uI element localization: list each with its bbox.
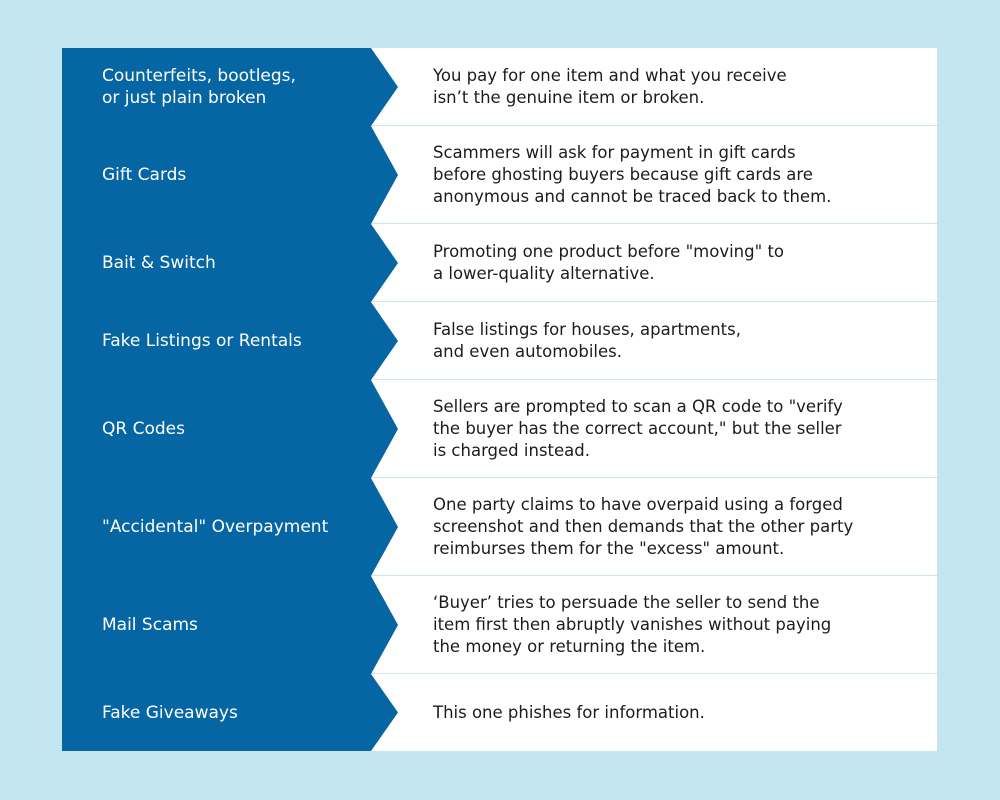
- row-description: False listings for houses, apartments, and even automobiles.: [433, 320, 741, 361]
- row-label: Fake Giveaways: [102, 702, 238, 723]
- row-label: Bait & Switch: [102, 253, 216, 273]
- scam-table: [62, 48, 937, 751]
- row-description: One party claims to have overpaid using a forged screenshot and then demands that the other party reimburses them for the "excess" amount.: [433, 495, 854, 558]
- row-label: Counterfeits, bootlegs, or just plain broken: [102, 66, 296, 108]
- table-row: [62, 674, 937, 751]
- table-row: [62, 576, 937, 674]
- row-description: You pay for one item and what you receive isn’t the genuine item or broken.: [433, 66, 787, 107]
- table-row: [62, 302, 937, 380]
- row-description: This one phishes for information.: [433, 702, 705, 722]
- table-row: [62, 478, 937, 576]
- row-label: QR Codes: [102, 419, 185, 439]
- table-row: [62, 48, 937, 126]
- row-label: Gift Cards: [102, 165, 187, 185]
- table-row: [62, 380, 937, 478]
- table-row: [62, 126, 937, 224]
- row-label: Mail Scams: [102, 615, 198, 635]
- row-description: Sellers are prompted to scan a QR code to "verify the buyer has the correct account," but the seller is charged instead.: [433, 397, 843, 460]
- row-description: ‘Buyer’ tries to persuade the seller to send the item first then abruptly vanishes without paying the money or returning the item.: [433, 593, 832, 656]
- row-description: Scammers will ask for payment in gift cards before ghosting buyers because gift cards are anonymous and cannot be traced back to them.: [433, 143, 832, 206]
- row-label: Fake Listings or Rentals: [102, 331, 302, 351]
- row-description: Promoting one product before "moving" to a lower-quality alternative.: [433, 242, 785, 283]
- table-row: [62, 224, 937, 302]
- row-label: "Accidental" Overpayment: [102, 517, 329, 537]
